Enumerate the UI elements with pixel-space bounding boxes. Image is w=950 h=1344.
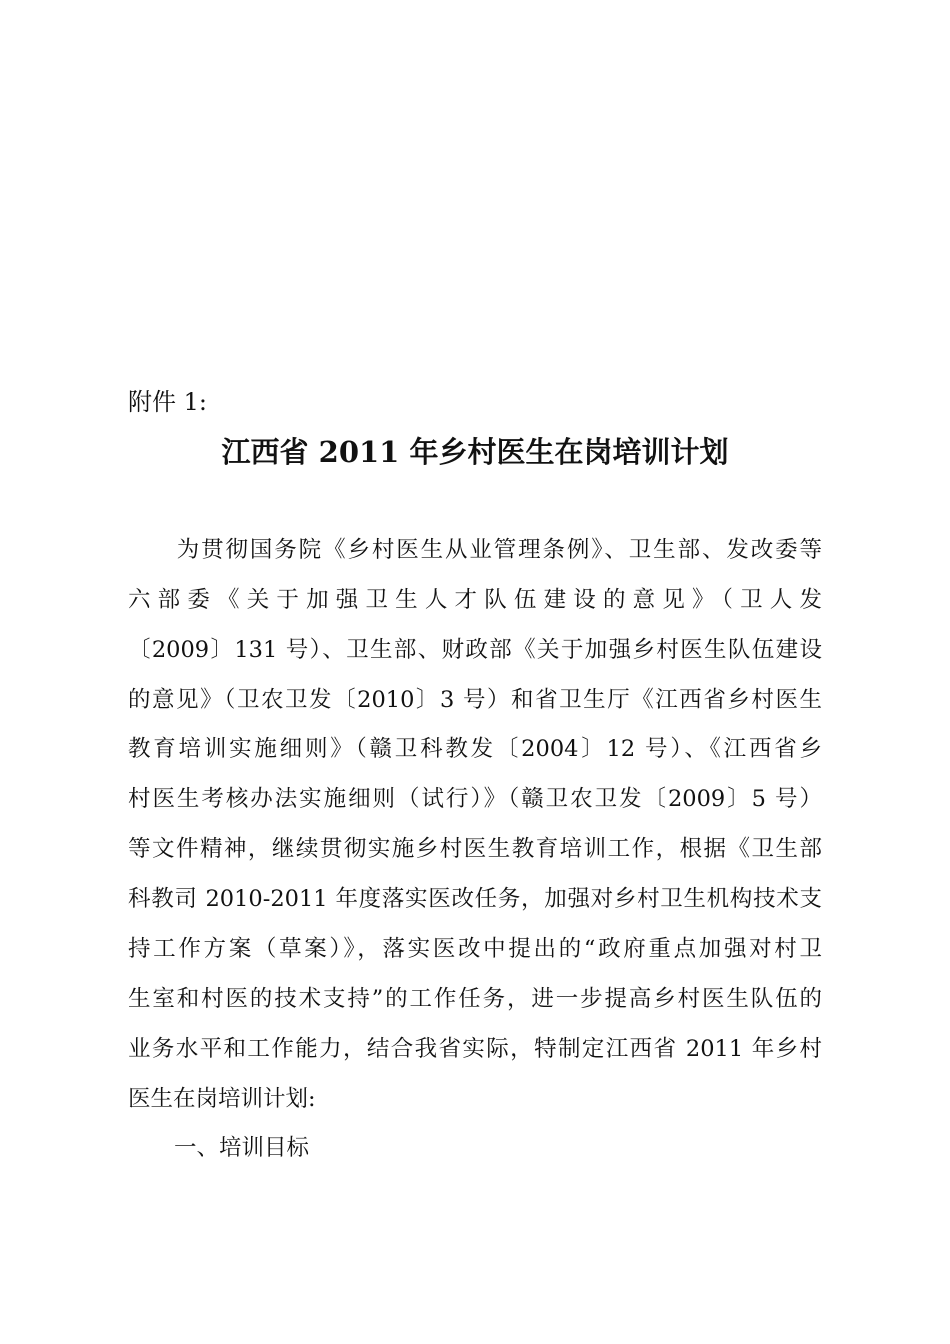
attachment-label: 附件 1: — [128, 388, 207, 416]
paragraph-line: 业务水平和工作能力，结合我省实际，特制定江西省 2011 年乡村 — [128, 1036, 822, 1062]
paragraph-line: 生室和村医的技术支持”的工作任务，进一步提高乡村医生队伍的 — [128, 986, 822, 1012]
paragraph-line: 〔2009〕131 号）、卫生部、财政部《关于加强乡村医生队伍建设 — [128, 637, 822, 663]
section-heading: 一、培训目标 — [174, 1135, 310, 1161]
document-title: 江西省 2011 年乡村医生在岗培训计划 — [221, 435, 729, 469]
paragraph-line: 持工作方案（草案）》，落实医改中提出的“政府重点加强对村卫 — [128, 936, 822, 962]
paragraph-line: 等文件精神，继续贯彻实施乡村医生教育培训工作，根据《卫生部 — [128, 836, 822, 862]
paragraph-line: 医生在岗培训计划: — [128, 1086, 316, 1112]
paragraph-line: 教育培训实施细则》（赣卫科教发〔2004〕12 号）、《江西省乡 — [128, 736, 822, 762]
paragraph-line: 的意见》（卫农卫发〔2010〕3 号）和省卫生厅《江西省乡村医生 — [128, 687, 822, 713]
paragraph-line: 六部委《关于加强卫生人才队伍建设的意见》（卫人发 — [128, 587, 822, 613]
paragraph-line: 科教司 2010-2011 年度落实医改任务，加强对乡村卫生机构技术支 — [128, 886, 822, 912]
paragraph-line: 为贯彻国务院《乡村医生从业管理条例》、卫生部、发改委等 — [128, 537, 822, 563]
paragraph-line: 村医生考核办法实施细则（试行）》（赣卫农卫发〔2009〕5 号） — [128, 786, 822, 812]
